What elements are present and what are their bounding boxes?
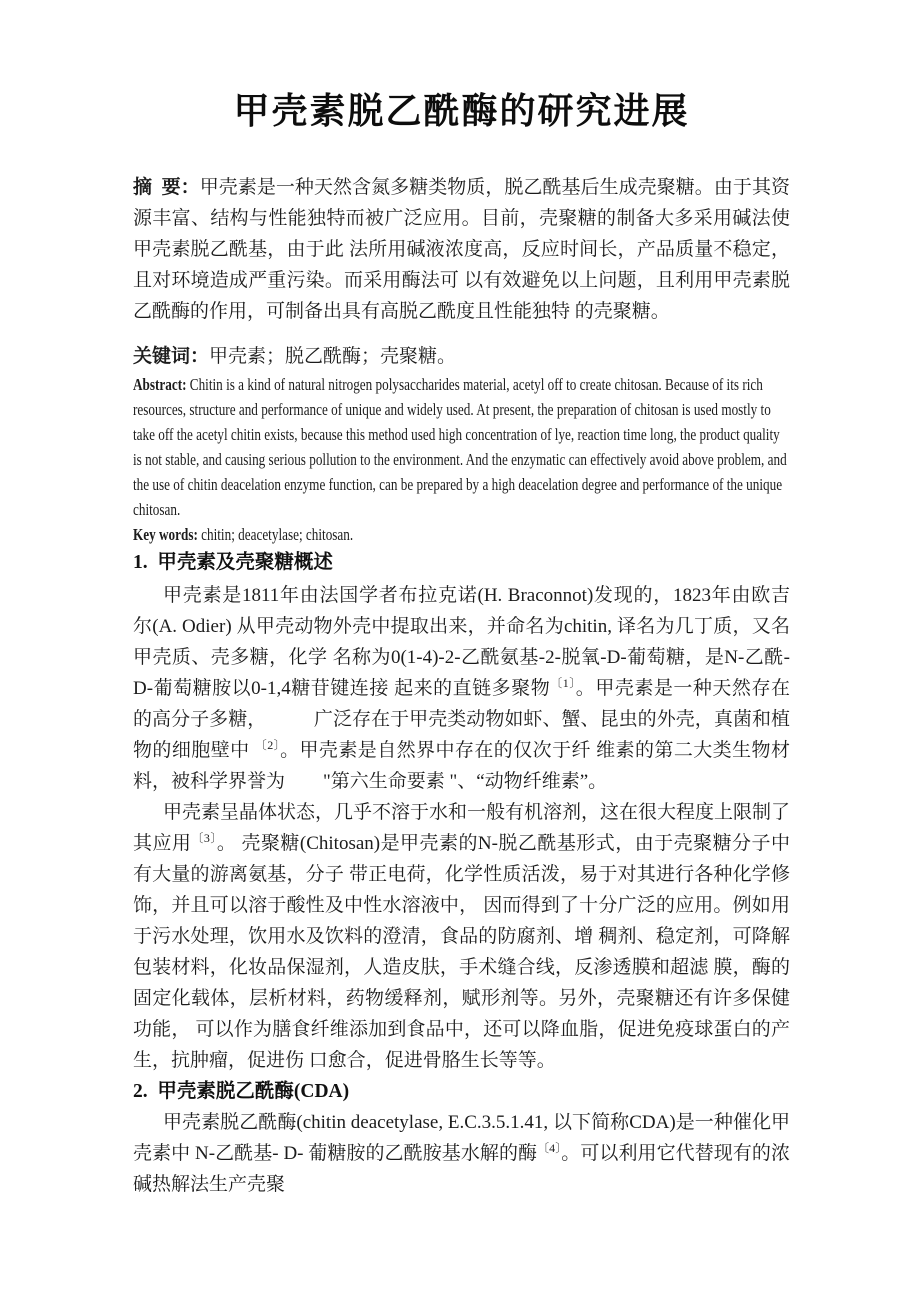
reference-marker: 〔4〕 [537, 1141, 562, 1155]
document-title: 甲壳素脱乙酰酶的研究进展 [233, 91, 690, 131]
abstract-cn-label: 摘 要： [133, 177, 200, 198]
keywords-en-text: chitin; deacetylase; chitosan. [197, 525, 354, 544]
abstract-cn-text: 甲壳素是一种天然含氮多糖类物质，脱乙酰基后生成壳聚糖。由于其资源丰富、结构与性能独特而被广泛应用。目前，壳聚糖的制备大多采用碱法使甲壳素脱乙酰基，由于此 法所用碱液浓度高，反应时间长，产品质量不稳定，且对环境造成严重污染。而采用酶法可 以有效避免以上问题，且利用甲壳素脱乙酰酶的作用，可制备出具有高脱乙酰度且性能独特 的壳聚糖。 [133, 177, 790, 322]
reference-marker: 〔1〕 [550, 676, 576, 690]
abstract-en-label: Abstract: [133, 375, 187, 394]
section-1-heading: 1. 甲壳素及壳聚糖概述 [133, 552, 333, 573]
abstract-en-paragraph [133, 372, 789, 522]
section-1-paragraph-1: 甲壳素是1811年由法国学者布拉克诺(H. Braconnot)发现的，1823年由欧吉尔(A. Odier) 从甲壳动物外壳中提取出来，并命名为chitin, 译名为几丁质，又名甲壳质、壳多糖，化学 名称为0(1-4)-2-乙酰氨基-2-脱氧-D-葡萄糖，是N-乙酰-D-葡萄糖胺以0-1,4糖苷键连接 起来的直链多聚物$^{〔1〕}$。甲壳素是一种天然存在的高分子多糖， 广泛存在于甲壳类动物如虾、蟹、昆虫的外壳，真菌和植物的细胞壁中 $^{〔2〕}$。甲壳素是自然界中存在的仅次于纤 维素的第二大类生物材料，被科学界誉为 "第六生命要素 "、“动物纤维素”。 [133, 585, 790, 792]
abstract-en-text: Chitin is a kind of natural nitrogen polysaccharides material, acetyl off to create chitosan. Because of its rich resources, structure and performance of unique and widely used. At present, the preparation of chitosan is used mostly to take off the acetyl chitin exists, because this method used high concentration of lye, reaction time long, the product quality is not stable, and causing serious pollution to the environment. And the enzymatic can effectively avoid above problem, and the use of chitin deacelation enzyme function, can be prepared by a high deacelation degree and performance of the unique chitosan. [133, 375, 787, 519]
keywords-cn-text: 甲壳素；脱乙酰酶；壳聚糖。 [209, 346, 457, 367]
section-2-paragraph-1: 甲壳素脱乙酰酶(chitin deacetylase, E.C.3.5.1.41, 以下简称CDA)是一种催化甲壳素中 N-乙酰基- D- 葡糖胺的乙酰胺基水解的酶$^{〔4〕}$。可以利用它代替现有的浓碱热解法生产壳聚 [133, 1112, 790, 1195]
keywords-en-line [133, 522, 789, 547]
section-2-heading: 2. 甲壳素脱乙酰酶(CDA) [133, 1081, 350, 1102]
section-1-paragraph-2: 甲壳素呈晶体状态，几乎不溶于水和一般有机溶剂，这在很大程度上限制了其应用$^{〔3〕}$。 壳聚糖(Chitosan)是甲壳素的N-脱乙酰基形式，由于壳聚糖分子中有大量的游离氨基，分子 带正电荷，化学性质活泼，易于对其进行各种化学修饰，并且可以溶于酸性及中性水溶液中， 因而得到了十分广泛的应用。例如用于污水处理，饮用水及饮料的澄清，食品的防腐剂、增 稠剂、稳定剂，可降解包装材料，化妆品保湿剂，人造皮肤，手术缝合线，反渗透膜和超滤 膜，酶的固定化载体，层析材料，药物缓释剂，赋形剂等。另外，壳聚糖还有许多保健功能， 可以作为膳食纤维添加到食品中，还可以降血脂，促进免疫球蛋白的产生，抗肿瘤，促进伤 口愈合，促进骨胳生长等等。 [133, 802, 791, 1071]
reference-marker: 〔3〕 [191, 831, 217, 845]
keywords-en-label: Key words: [133, 525, 198, 544]
keywords-cn-label: 关键词： [133, 346, 210, 367]
abstract-cn-paragraph [133, 172, 790, 327]
keywords-cn-line [133, 341, 790, 372]
reference-marker: 〔2〕 [254, 738, 281, 752]
